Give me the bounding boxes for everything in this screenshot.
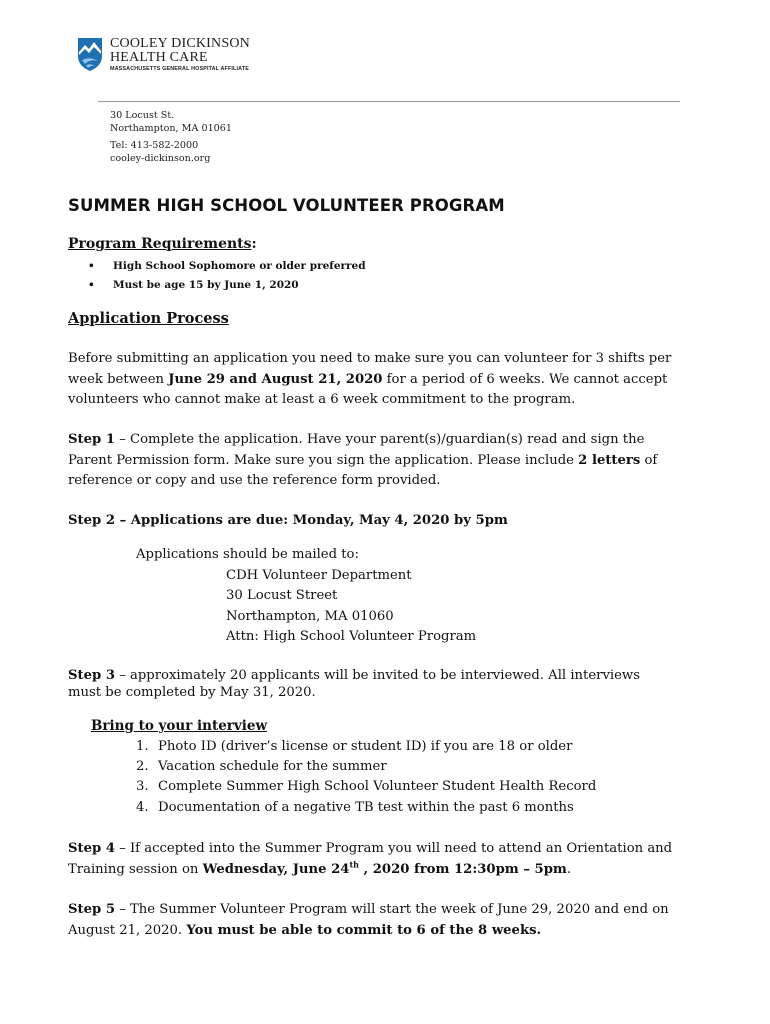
step2-heading (68, 511, 708, 532)
address-line2: Northampton, MA 01061 (110, 122, 232, 134)
intro-line2 (68, 370, 708, 391)
step5-paragraph (68, 900, 708, 941)
step3-text: – approximately 20 applicants will be invited to be interviewed. All interviews (115, 668, 640, 683)
step4-date (202, 859, 567, 877)
step3-line1 (68, 667, 708, 684)
step5-commit: You must be able to commit to 6 of the 8 weeks. (186, 922, 542, 938)
bring-text: Vacation schedule for the summer (158, 759, 387, 775)
step1-text: of (640, 452, 658, 468)
intro-line1: Before submitting an application you need to make sure you can volunteer for 3 shifts per (68, 351, 672, 366)
intro-dates: June 29 and August 21, 2020 (168, 371, 383, 387)
step1-label: Step 1 (68, 432, 115, 447)
step3-label: Step 3 (68, 668, 115, 683)
requirements-heading-colon: : (251, 236, 257, 252)
requirements-heading (68, 236, 257, 252)
mail-line: Attn: High School Volunteer Program (226, 629, 477, 644)
step1-line1 (68, 430, 708, 451)
step1-line3: reference or copy and use the reference form provided. (68, 473, 441, 488)
mail-intro: Applications should be mailed to: (136, 547, 359, 562)
step1-line2 (68, 451, 708, 472)
step5-label: Step 5 (68, 902, 115, 917)
bring-num: 4. (136, 799, 149, 815)
intro-text: for a period of 6 weeks. We cannot accept (382, 371, 668, 387)
logo-name-line2: HEALTH CARE (110, 50, 208, 65)
mailing-address (136, 545, 696, 648)
bring-text: Photo ID (driver’s license or student ID) if you are 18 or older (158, 739, 573, 754)
step1-paragraph (68, 430, 708, 492)
bring-item (136, 737, 596, 757)
address-block (110, 110, 232, 165)
step1-text: – Complete the application. Have your parent(s)/guardian(s) read and sign the (115, 432, 645, 447)
intro-text: week between (68, 371, 169, 387)
address-line1: 30 Locust St. (110, 110, 175, 121)
page-title: SUMMER HIGH SCHOOL VOLUNTEER PROGRAM (68, 196, 505, 215)
requirements-list (88, 257, 366, 295)
requirements-heading-text: Program Requirements (68, 236, 252, 252)
logo-subtitle: MASSACHUSETTS GENERAL HOSPITAL AFFILIATE (110, 66, 249, 72)
bring-text: Documentation of a negative TB test within the past 6 months (158, 799, 574, 815)
mail-line: CDH Volunteer Department (226, 567, 412, 583)
phone: Tel: 413-582-2000 (110, 140, 199, 151)
step4-text: Training session on (68, 861, 203, 877)
cooley-dickinson-logo (76, 36, 256, 76)
step4-line2 (68, 860, 708, 881)
step1-text: Parent Permission form. Make sure you sign the application. Please include (68, 452, 579, 468)
logo-name-line1: COOLEY DICKINSON (110, 36, 250, 51)
step4-paragraph (68, 839, 708, 880)
mountain-river-logo-icon (76, 36, 104, 72)
bring-num: 2. (136, 759, 149, 775)
bring-num: 1. (136, 739, 149, 754)
step4-line1 (68, 839, 708, 860)
logo-name (110, 37, 250, 65)
step4-date-sup: th (349, 859, 359, 870)
mail-line: 30 Locust Street (226, 588, 338, 603)
bring-item (136, 757, 596, 777)
step2-label: Step 2 – Applications are due: Monday, May 4, 2020 by 5pm (68, 513, 508, 528)
step5-text: – The Summer Volunteer Program will start the week of June 29, 2020 and end on (115, 902, 669, 917)
bring-item (136, 777, 596, 797)
bring-text: Complete Summer High School Volunteer Student Health Record (158, 779, 597, 795)
requirement-item: • Must be age 15 by June 1, 2020 (88, 276, 366, 295)
header-divider (98, 101, 680, 102)
step4-period: . (566, 861, 572, 877)
step5-line1 (68, 900, 708, 921)
bring-list (136, 737, 596, 818)
step3-line2: must be completed by May 31, 2020. (68, 685, 316, 700)
step5-line2 (68, 921, 708, 942)
application-process-heading: Application Process (68, 310, 229, 327)
requirement-item: • High School Sophomore or older preferred (88, 257, 366, 276)
step4-time: , 2020 from 12:30pm – 5pm (358, 861, 567, 877)
bring-item (136, 798, 596, 818)
intro-paragraph (68, 349, 708, 411)
step1-letters: 2 letters (578, 452, 641, 468)
mail-line: Northampton, MA 01060 (226, 608, 394, 624)
bring-num: 3. (136, 779, 149, 795)
intro-line3: volunteers who cannot make at least a 6 week commitment to the program. (68, 392, 576, 407)
website: cooley-dickinson.org (110, 152, 211, 164)
step5-text: August 21, 2020. (68, 922, 187, 938)
step4-label: Step 4 (68, 841, 115, 856)
step4-date-text: Wednesday, June 24 (202, 861, 350, 877)
bring-heading: Bring to your interview (91, 718, 268, 734)
step4-text: – If accepted into the Summer Program you will need to attend an Orientation and (115, 841, 673, 856)
step3-paragraph (68, 667, 708, 701)
